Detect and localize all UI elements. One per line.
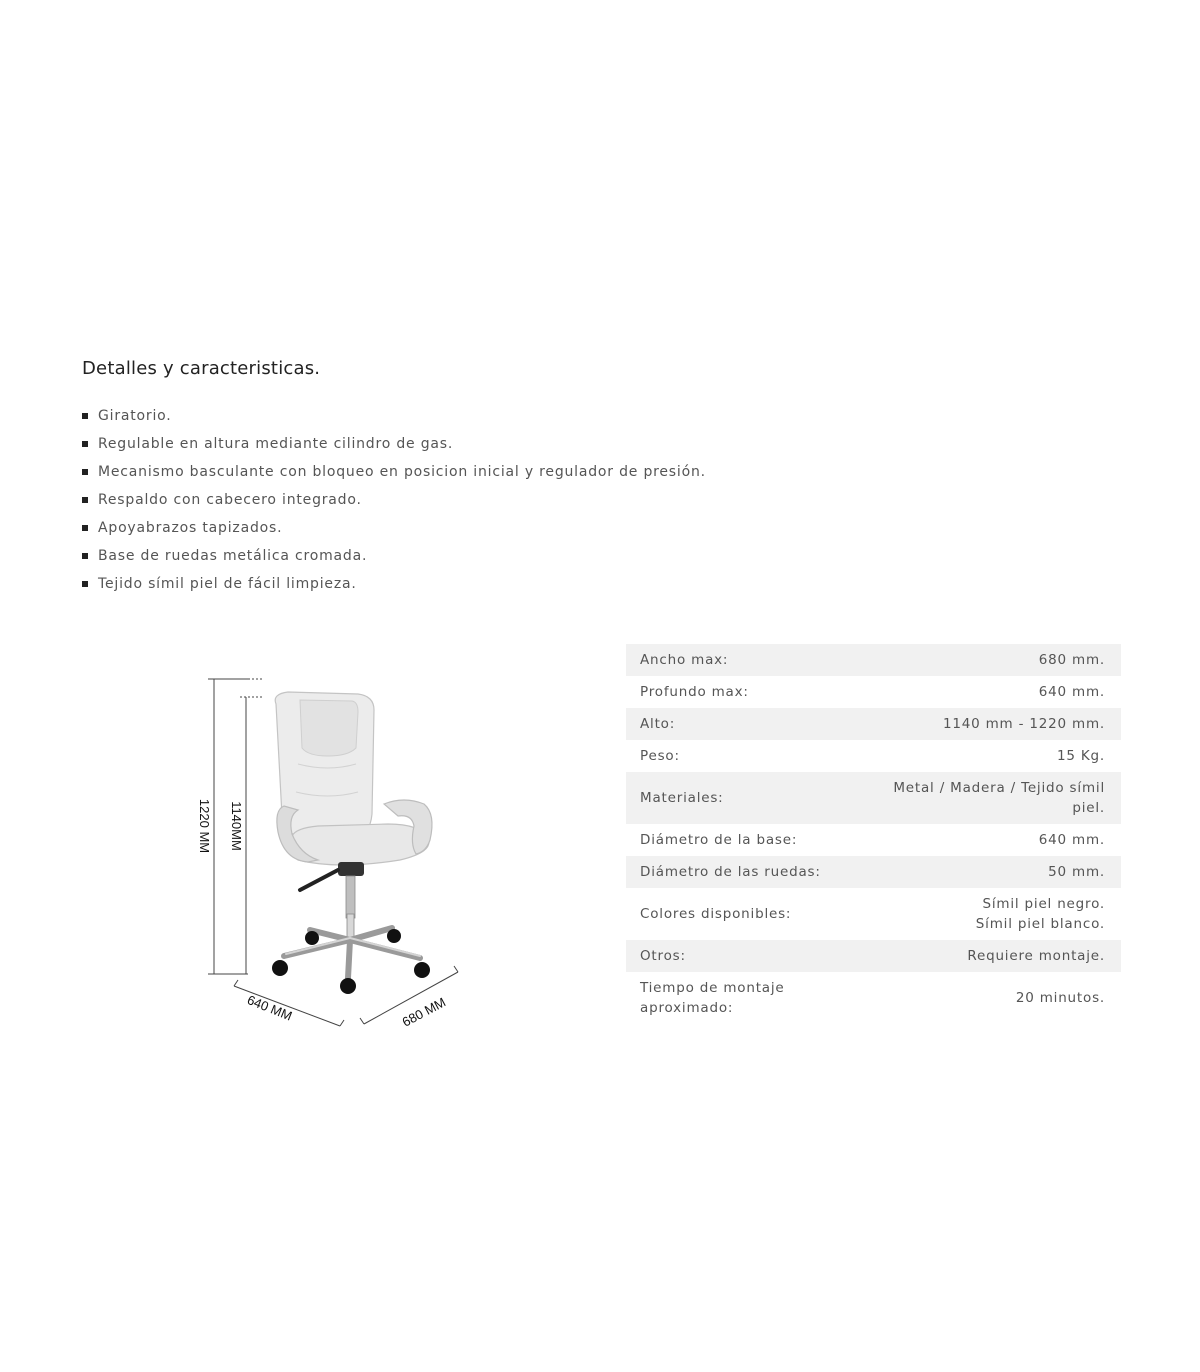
spec-value: Símil piel blanco. — [975, 916, 1105, 932]
chair-illustration — [272, 692, 432, 994]
spec-row — [626, 644, 1121, 676]
spec-row — [626, 676, 1121, 708]
spec-value: Requiere montaje. — [856, 940, 1121, 972]
chair-dimension-diagram — [188, 664, 478, 1044]
width-label: 680 MM — [399, 994, 449, 1030]
spec-value: 20 minutos. — [1015, 990, 1105, 1006]
spec-row — [626, 772, 1121, 824]
spec-label: Diámetro de la base: — [640, 832, 798, 848]
feature-item: Base de ruedas metálica cromada. — [82, 542, 706, 570]
feature-item: Apoyabrazos tapizados. — [82, 514, 706, 542]
spec-value: 50 mm. — [856, 856, 1121, 888]
feature-item: Mecanismo basculante con bloqueo en posicion inicial y regulador de presión. — [82, 458, 706, 486]
depth-label: 640 MM — [245, 992, 295, 1024]
spec-label: Diámetro de las ruedas: — [626, 856, 856, 888]
chair-drawing — [188, 664, 478, 1044]
spec-row — [626, 856, 1121, 888]
spec-value: Metal / Madera / Tejido símil piel. — [856, 772, 1121, 824]
spec-row — [626, 740, 1121, 772]
features-list — [82, 402, 706, 598]
spec-value: 640 mm. — [1038, 684, 1105, 700]
feature-item: Giratorio. — [82, 402, 706, 430]
height-total-label: 1220 MM — [197, 798, 212, 854]
spec-value: 15 Kg. — [1057, 748, 1105, 764]
spec-row — [626, 888, 1121, 940]
spec-label: Profundo max: — [640, 684, 749, 700]
feature-item: Tejido símil piel de fácil limpieza. — [82, 570, 706, 598]
spec-label: Otros: — [626, 940, 856, 972]
spec-row — [626, 940, 1121, 972]
spec-value: 680 mm. — [856, 644, 1121, 676]
spec-row — [626, 824, 1121, 856]
spec-value: Símil piel negro. — [982, 896, 1105, 912]
spec-value: 1140 mm - 1220 mm. — [856, 708, 1121, 740]
spec-row — [626, 708, 1121, 740]
spec-label: Colores disponibles: — [640, 906, 792, 922]
spec-label: Ancho max: — [626, 644, 856, 676]
height-seat-label: 1140MM — [229, 801, 244, 851]
spec-label: Tiempo de montaje aproximado: — [640, 980, 785, 1016]
spec-label: Alto: — [626, 708, 856, 740]
spec-value: 640 mm. — [1038, 832, 1105, 848]
spec-value-group — [856, 888, 1121, 940]
spec-label: Materiales: — [626, 772, 856, 824]
feature-item: Respaldo con cabecero integrado. — [82, 486, 706, 514]
spec-label: Peso: — [640, 748, 680, 764]
feature-item: Regulable en altura mediante cilindro de gas. — [82, 430, 706, 458]
spec-row — [626, 972, 1121, 1024]
section-title: Detalles y caracteristicas. — [82, 358, 321, 379]
specs-table — [626, 644, 1121, 1024]
